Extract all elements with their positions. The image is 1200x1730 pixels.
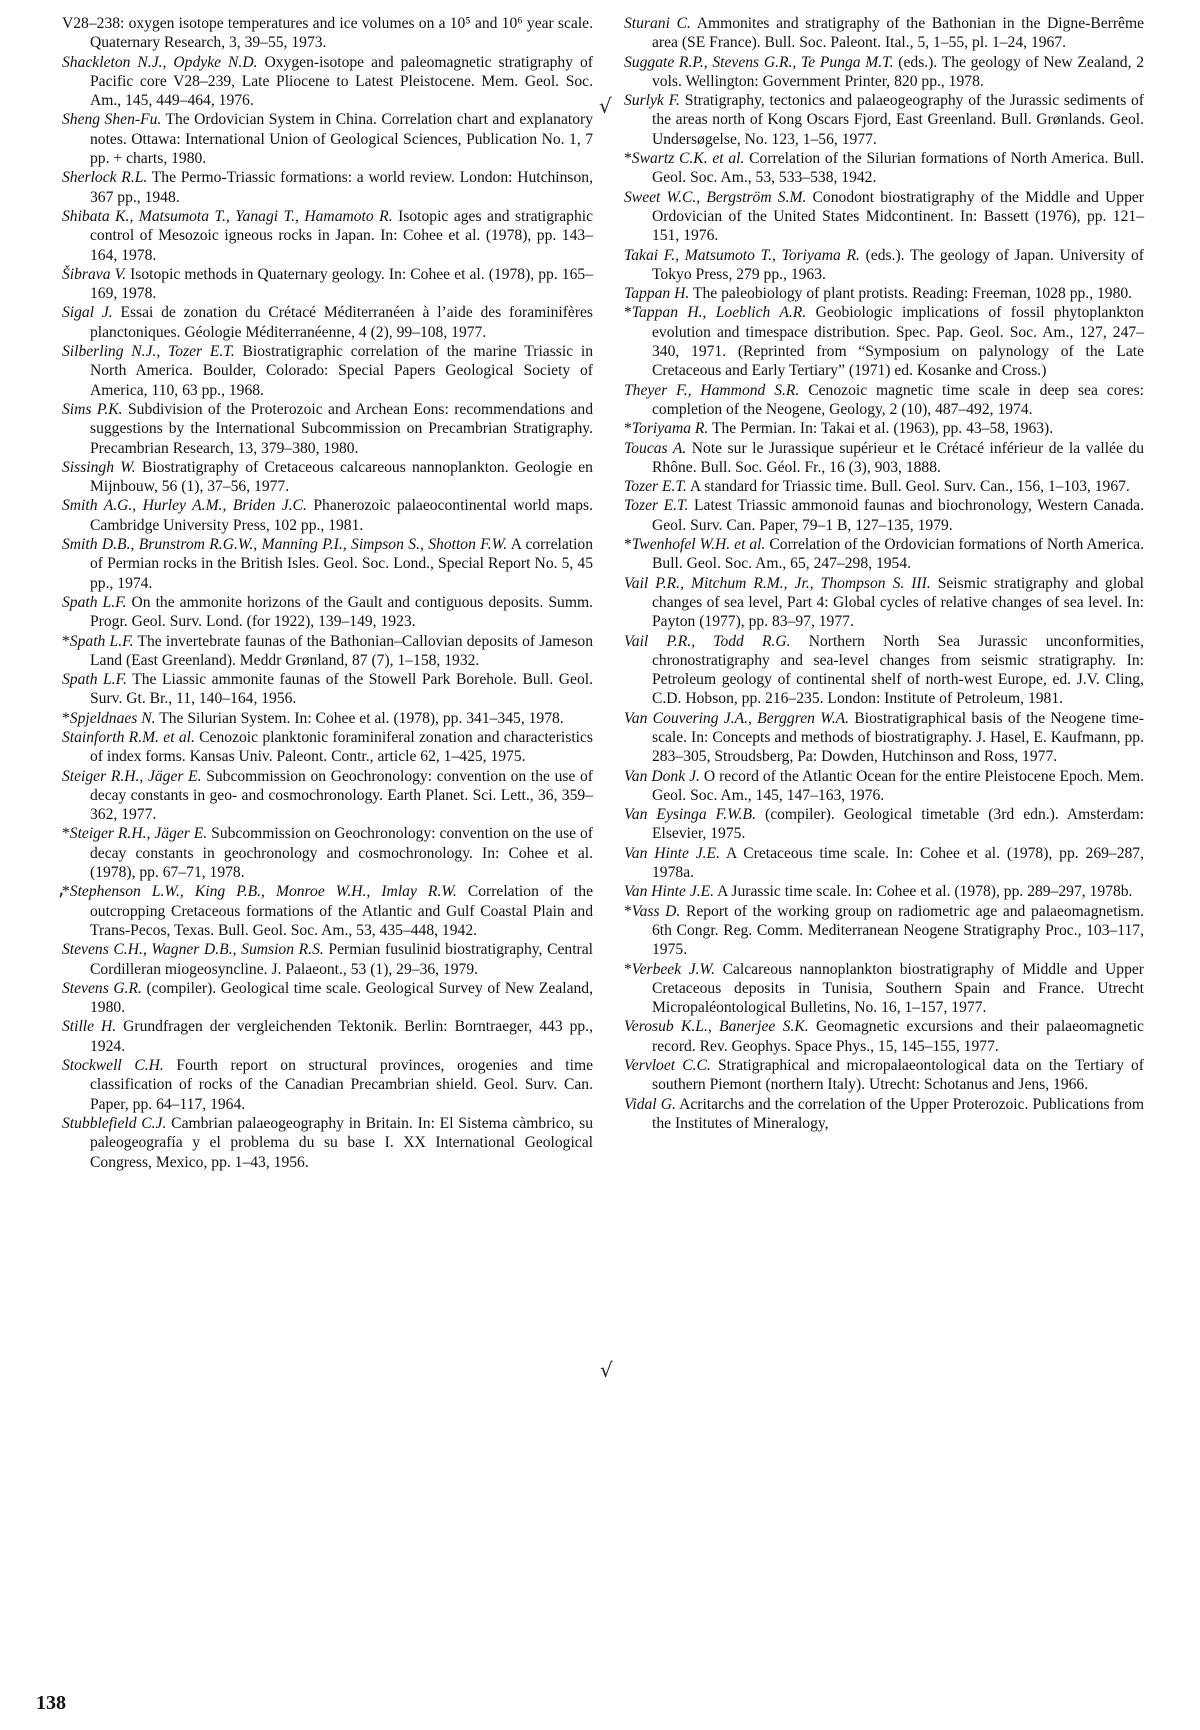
reference-author: Stevens C.H., Wagner D.B., Sumsion R.S.	[62, 941, 324, 959]
reference-entry	[62, 1114, 593, 1172]
reference-text: (eds.). The geology of Japan. University of Tokyo Press, 279 pp., 1963.	[652, 246, 1145, 283]
reference-entry	[62, 709, 593, 728]
reference-text: Biostratigraphical basis of the Neogene time-scale. In: Concepts and methods of biostratigraphy. J. Hasel, E. Kaufmann, pp. 283–305, Stroudsberg, Pa: Dowden, Hutchinson and Ross, 1977.	[652, 709, 1144, 766]
reference-author: Sims P.K.	[62, 400, 123, 418]
reference-entry	[624, 303, 1144, 380]
reference-author: Twenhofel W.H. et al.	[631, 536, 766, 554]
reference-author: Stubblefield C.J.	[62, 1114, 167, 1132]
reference-entry	[62, 265, 593, 304]
reference-entry	[624, 844, 1144, 883]
reference-entry	[624, 188, 1144, 246]
reference-author: Spath L.F.	[62, 593, 127, 611]
reference-entry	[624, 477, 1144, 496]
reference-author: Spath L.F.	[62, 671, 128, 689]
reference-text: The Permo-Triassic formations: a world review. London: Hutchinson, 367 pp., 1948.	[90, 169, 593, 206]
reference-author: Vail P.R., Todd R.G.	[624, 632, 791, 650]
page-number: 138	[36, 1692, 66, 1714]
reference-text: Calcareous nannoplankton biostratigraphy of Middle and Upper Cretaceous deposits in Tunisia, Southern Spain and France. Utrecht Micropaléontological Bulletins, No. 16, 1–157, 1977.	[652, 960, 1144, 1017]
reference-text: Stratigraphical and micropalaeontological data on the Tertiary of southern Piemont (northern Italy). Utrecht: Schotanus and Jens, 1966.	[652, 1057, 1144, 1094]
reference-author: Tappan H., Loeblich A.R.	[631, 304, 807, 322]
reference-entry	[624, 902, 1144, 960]
reference-author: Shibata K., Matsumota T., Yanagi T., Hamamoto R.	[62, 207, 393, 225]
reference-author: Stephenson L.W., King P.B., Monroe W.H., Imlay R.W.	[69, 883, 457, 901]
reference-text: Acritarchs and the correlation of the Upper Proterozoic. Publications from the Institutes of Mineralogy,	[652, 1095, 1145, 1132]
reference-author: Toriyama R.	[631, 420, 709, 438]
reference-entry	[624, 960, 1144, 1018]
reference-author: Sturani C.	[624, 15, 691, 32]
reference-entry	[62, 207, 593, 265]
reference-author: Van Donk J.	[624, 767, 700, 785]
reference-author: Suggate R.P., Stevens G.R., Te Punga M.T.	[624, 53, 894, 71]
reference-author: Vidal G.	[624, 1095, 676, 1113]
reference-text: A standard for Triassic time. Bull. Geol. Surv. Can., 156, 1–103, 1967.	[689, 478, 1130, 496]
reference-author: Spjeldnaes N.	[69, 709, 156, 727]
reference-author: Vervloet C.C.	[624, 1057, 711, 1075]
reference-author: Van Hinte J.E.	[624, 883, 715, 901]
reference-text: The Liassic ammonite faunas of the Stowell Park Borehole. Bull. Geol. Surv. Gt. Br., 11, 140–164, 1956.	[90, 671, 593, 708]
asterisk-marker: *	[62, 883, 70, 901]
reference-author: Sherlock R.L.	[62, 169, 148, 187]
reference-author: Tappan H.	[624, 285, 690, 303]
reference-text: Stratigraphy, tectonics and palaeogeography of the Jurassic sediments of the areas north of Kong Oscars Fjord, East Greenland. Bull. Grønlands. Geol. Undersøgelse, No. 123, 1–56, 1977.	[652, 92, 1145, 148]
reference-author: Van Couvering J.A., Berggren W.A.	[624, 709, 850, 727]
reference-text: Cambrian palaeogeography in Britain. In: El Sistema càmbrico, su paleogeografía y el problema du su base I. XX International Geological Congress, Mexico, pp. 1–43, 1956.	[90, 1114, 594, 1171]
reference-entry	[62, 53, 593, 111]
reference-entry	[624, 284, 1144, 303]
reference-text: (compiler). Geological time scale. Geological Survey of New Zealand, 1980.	[90, 979, 593, 1017]
reference-entry	[62, 979, 593, 1018]
reference-text: A correlation of Permian rocks in the British Isles. Geol. Soc. Lond., Special Report No. 5, 45 pp., 1974.	[90, 536, 594, 592]
reference-column-left	[62, 14, 593, 1172]
reference-text: A Jurassic time scale. In: Cohee et al. (1978), pp. 289–297, 1978b.	[717, 883, 1133, 901]
reference-text: (eds.). The geology of New Zealand, 2 vols. Wellington: Government Printer, 820 pp., 1978.	[652, 53, 1145, 90]
reference-text: Permian fusulinid biostratigraphy, Central Cordilleran miogeosyncline. J. Palaeont., 53 (1), 29–36, 1979.	[90, 941, 593, 978]
reference-text: Isotopic methods in Quaternary geology. In: Cohee et al. (1978), pp. 165–169, 1978.	[90, 265, 593, 303]
reference-author: Toucas A.	[624, 439, 687, 457]
reference-entry	[62, 400, 593, 458]
margin-check-mark: √	[599, 94, 612, 118]
reference-text: Seismic stratigraphy and global changes of sea level, Part 4: Global cycles of relative changes of sea level. In: Payton (1977), pp. 83–97, 1977.	[652, 574, 1144, 631]
reference-entry	[624, 882, 1144, 901]
reference-author: Verbeek J.W.	[631, 960, 716, 978]
reference-text: Northern North Sea Jurassic unconformities, chronostratigraphy and sea-level changes from seismic stratigraphy. In: Petroleum geology of continental shelf of north-west Europe, ed. J.V. Cling, C.D. Hobson, pp. 216–235. London: Institute of Petroleum, 1981.	[652, 632, 1145, 708]
reference-text: Correlation of the Ordovician formations of North America. Bull. Geol. Soc. Am., 65, 247–298, 1954.	[652, 536, 1144, 573]
reference-entry	[62, 458, 593, 497]
reference-entry	[624, 1095, 1144, 1134]
reference-text: Conodont biostratigraphy of the Middle and Upper Ordovician of the United States Midcontinent. In: Bassett (1976), pp. 121–151, 1976.	[652, 188, 1144, 245]
reference-entry	[62, 728, 593, 767]
reference-text: The Silurian System. In: Cohee et al. (1978), pp. 341–345, 1978.	[159, 709, 564, 727]
reference-author: Steiger R.H., Jäger E.	[69, 825, 208, 843]
reference-text: Correlation of the outcropping Cretaceous formations of the Atlantic and Gulf Coastal Plain and Trans-Pecos, Texas. Bull. Geol. Soc. Am., 53, 435–448, 1942.	[90, 883, 593, 939]
asterisk-marker: *	[62, 825, 70, 843]
reference-author: Surlyk F.	[624, 92, 681, 110]
asterisk-marker: *	[62, 632, 70, 650]
reference-author: Verosub K.L., Banerjee S.K.	[624, 1018, 809, 1036]
reference-author: Vail P.R., Mitchum R.M., Jr., Thompson S. III.	[624, 574, 931, 592]
reference-entry	[62, 496, 593, 535]
reference-entry	[62, 767, 593, 825]
reference-author: Swartz C.K. et al.	[631, 150, 745, 168]
reference-author: Spath L.F.	[69, 632, 134, 650]
reference-text: Geobiologic implications of fossil phytoplankton evolution and timespace distribution. Spec. Pap. Geol. Soc. Am., 127, 247–340, 1971. (Reprinted from “Symposium on palynology of the Late Cretaceous and Early Tertiary” (1971) ed. Kosanke and Cross.)	[652, 304, 1144, 380]
reference-column-right	[624, 14, 1144, 1133]
reference-entry	[62, 535, 593, 593]
reference-text: (compiler). Geological timetable (3rd edn.). Amsterdam: Elsevier, 1975.	[652, 806, 1145, 843]
reference-entry	[62, 1017, 593, 1056]
reference-text: Geomagnetic excursions and their palaeomagnetic record. Rev. Geophys. Space Phys., 15, 145–155, 1977.	[652, 1018, 1144, 1055]
reference-entry	[624, 805, 1144, 844]
reference-entry	[624, 1056, 1144, 1095]
reference-author: Takai F., Matsumoto T., Toriyama R.	[624, 246, 860, 264]
reference-entry	[62, 824, 593, 882]
reference-entry	[624, 439, 1144, 478]
reference-author: Šibrava V.	[62, 265, 126, 283]
reference-text: Biostratigraphic correlation of the marine Triassic in North America. Boulder, Colorado: Special Papers Geological Society of America, 110, 63 pp., 1968.	[90, 343, 593, 399]
reference-text: Oxygen-isotope and paleomagnetic stratigraphy of Pacific core V28–239, Late Pliocene to Latest Pleistocene. Mem. Geol. Soc. Am., 145, 449–464, 1976.	[90, 53, 593, 110]
reference-entry	[624, 709, 1144, 767]
reference-text: Isotopic ages and stratigraphic control of Mesozoic igneous rocks in Japan. In: Cohee et al. (1978), pp. 143–164, 1978.	[90, 207, 593, 264]
reference-entry	[624, 419, 1144, 438]
reference-text: Latest Triassic ammonoid faunas and biochronology, Western Canada. Geol. Surv. Can. Paper, 79–1 B, 127–135, 1979.	[652, 497, 1144, 534]
reference-text: Fourth report on structural provinces, orogenies and time classification of rocks of the Canadian Precambrian shield. Geol. Surv. Can. Paper, pp. 64–117, 1964.	[90, 1057, 593, 1113]
reference-text: The invertebrate faunas of the Bathonian–Callovian deposits of Jameson Land (East Greenland). Meddr Grønland, 87 (7), 1–158, 1932.	[90, 632, 593, 669]
reference-author: Stevens G.R.	[62, 979, 142, 997]
reference-text: On the ammonite horizons of the Gault and contiguous deposits. Summ. Progr. Geol. Surv. Lond. (for 1922), 139–149, 1923.	[90, 593, 594, 631]
reference-entry	[62, 342, 593, 400]
reference-entry	[624, 381, 1144, 420]
reference-entry	[62, 593, 593, 632]
reference-entry	[624, 53, 1144, 92]
asterisk-marker: *	[624, 304, 632, 322]
reference-entry	[624, 496, 1144, 535]
reference-text: A Cretaceous time scale. In: Cohee et al. (1978), pp. 269–287, 1978a.	[652, 844, 1144, 882]
reference-author: Stainforth R.M. et al.	[62, 728, 195, 746]
reference-entry	[62, 632, 593, 671]
reference-author: Sweet W.C., Bergström S.M.	[624, 188, 807, 206]
reference-author: Shackleton N.J., Opdyke N.D.	[62, 53, 258, 71]
asterisk-marker: *	[624, 536, 632, 554]
reference-author: Van Hinte J.E.	[624, 844, 720, 862]
reference-text: O record of the Atlantic Ocean for the entire Pleistocene Epoch. Mem. Geol. Soc. Am., 145, 147–163, 1976.	[652, 767, 1144, 804]
reference-entry	[624, 91, 1144, 149]
reference-text: Report of the working group on radiometric age and palaeomagnetism. 6th Congr. Reg. Comm. Mediterranean Neogene Stratigraphy Proc., 103–117, 1975.	[652, 902, 1144, 959]
reference-entry	[624, 574, 1144, 632]
reference-author: Tozer E.T.	[624, 478, 687, 496]
reference-text: Subdivision of the Proterozoic and Archean Eons: recommendations and suggestions by the International Subcommission on Precambrian Stratigraphy. Precambrian Research, 13, 379–380, 1980.	[90, 400, 593, 457]
reference-author: Theyer F., Hammond S.R.	[624, 381, 800, 399]
reference-text: Note sur le Jurassique supérieur et le Crétacé inférieur de la vallée du Rhône. Bull. Soc. Géol. Fr., 16 (3), 903, 1888.	[652, 439, 1144, 476]
reference-text: V28–238: oxygen isotope temperatures and ice volumes on a 10⁵ and 10⁶ year scale. Quaternary Research, 3, 39–55, 1973.	[62, 15, 593, 52]
reference-author: Sissingh W.	[62, 458, 136, 476]
reference-entry	[624, 14, 1144, 53]
reference-entry	[624, 246, 1144, 285]
reference-text: The paleobiology of plant protists. Reading: Freeman, 1028 pp., 1980.	[692, 285, 1133, 303]
reference-entry	[624, 149, 1144, 188]
asterisk-marker: *	[624, 902, 632, 920]
reference-entry	[62, 670, 593, 709]
reference-text: Grundfragen der vergleichenden Tektonik. Berlin: Borntraeger, 443 pp., 1924.	[90, 1018, 593, 1055]
reference-author: Smith D.B., Brunstrom R.G.W., Manning P.I., Simpson S., Shotton F.W.	[62, 536, 508, 554]
reference-entry	[62, 110, 593, 168]
reference-entry	[62, 303, 593, 342]
reference-text: Biostratigraphy of Cretaceous calcareous nannoplankton. Geologie en Mijnbouw, 56 (1), 37–56, 1977.	[90, 458, 593, 496]
reference-text: Subcommission on Geochronology: convention on the use of decay constants in geo- and cosmochronology. Earth Planet. Sci. Lett., 36, 359–362, 1977.	[90, 767, 593, 824]
reference-entry	[62, 168, 593, 207]
margin-check-mark: √	[600, 1358, 613, 1382]
reference-author: Silberling N.J., Tozer E.T.	[62, 343, 235, 361]
reference-text: Phanerozoic palaeocontinental world maps. Cambridge University Press, 102 pp., 1981.	[90, 497, 593, 534]
reference-text: The Ordovician System in China. Correlation chart and explanatory notes. Ottawa: International Union of Geological Sciences, Publication No. 1, 7 pp. + charts, 1980.	[90, 111, 593, 168]
reference-author: Sheng Shen-Fu.	[62, 111, 162, 129]
reference-author: Van Eysinga F.W.B.	[624, 806, 756, 824]
asterisk-marker: *	[62, 709, 70, 727]
reference-text: The Permian. In: Takai et al. (1963), pp. 43–58, 1963).	[711, 420, 1054, 438]
reference-entry	[624, 632, 1144, 709]
reference-author: Stille H.	[62, 1018, 117, 1036]
reference-entry	[62, 14, 593, 53]
reference-entry	[624, 767, 1144, 806]
asterisk-marker: *	[624, 150, 632, 168]
reference-text: Essai de zonation du Crétacé Méditerranéen à l’aide des foraminifères planctoniques. Géologie Méditerranéenne, 4 (2), 99–108, 1977.	[90, 304, 594, 341]
asterisk-marker: *	[624, 960, 632, 978]
margin-comma-mark: ,	[58, 876, 65, 900]
reference-text: Correlation of the Silurian formations of North America. Bull. Geol. Soc. Am., 53, 533–538, 1942.	[652, 150, 1144, 187]
reference-entry	[62, 882, 593, 940]
reference-entry	[624, 535, 1144, 574]
reference-author: Stockwell C.H.	[62, 1057, 164, 1075]
reference-author: Steiger R.H., Jäger E.	[62, 767, 202, 785]
reference-author: Vass D.	[631, 902, 681, 920]
reference-text: Cenozoic planktonic foraminiferal zonation and characteristics of index forms. Kansas Univ. Paleont. Contr., article 62, 1–425, 1975.	[90, 728, 593, 766]
asterisk-marker: *	[624, 420, 632, 438]
reference-text: Cenozoic magnetic time scale in deep sea cores: completion of the Neogene, Geology, 2 (10), 487–492, 1974.	[652, 381, 1145, 418]
reference-text: Subcommission on Geochronology: convention on the use of decay constants in geochronology and cosmochronology. In: Cohee et al. (1978), pp. 67–71, 1978.	[90, 825, 594, 882]
reference-text: Ammonites and stratigraphy of the Bathonian in the Digne-Berrême area (SE France). Bull. Soc. Paleont. Ital., 5, 1–55, pl. 1–24, 1967.	[652, 15, 1144, 52]
reference-author: Smith A.G., Hurley A.M., Briden J.C.	[62, 497, 307, 515]
reference-entry	[62, 940, 593, 979]
reference-author: Tozer E.T.	[624, 497, 689, 515]
reference-author: Sigal J.	[62, 304, 113, 322]
reference-entry	[62, 1056, 593, 1114]
reference-entry	[624, 1017, 1144, 1056]
